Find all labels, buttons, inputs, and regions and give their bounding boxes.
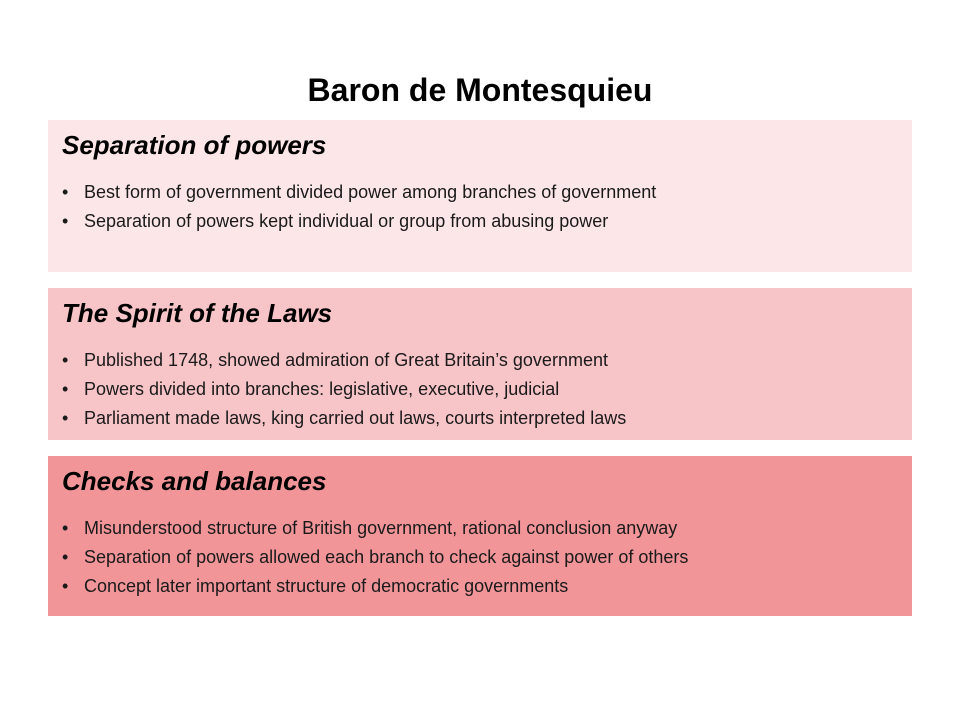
bullet-item	[62, 178, 898, 207]
bullet-text: Concept later important structure of democratic governments	[84, 576, 569, 596]
bullet-icon: •	[62, 408, 69, 428]
section-heading: The Spirit of the Laws	[62, 298, 333, 328]
section-heading: Separation of powers	[62, 130, 327, 160]
bullet-text: Separation of powers allowed each branch to check against power of others	[84, 547, 689, 567]
bullet-text: Separation of powers kept individual or group from abusing power	[84, 211, 609, 231]
bullet-icon: •	[62, 576, 69, 596]
section-checks-and-balances	[48, 456, 912, 616]
bullet-item	[62, 404, 898, 433]
bullet-item	[62, 375, 898, 404]
bullet-icon: •	[62, 379, 69, 399]
bullet-icon: •	[62, 182, 69, 202]
bullet-icon: •	[62, 211, 69, 231]
bullet-list	[62, 514, 898, 601]
bullet-icon: •	[62, 518, 69, 538]
section-separation-of-powers	[48, 120, 912, 272]
bullet-list	[62, 178, 898, 236]
bullet-item	[62, 543, 898, 572]
bullet-icon: •	[62, 547, 69, 567]
bullet-list	[62, 346, 898, 433]
bullet-text: Published 1748, showed admiration of Great Britain’s government	[84, 350, 608, 370]
section-spirit-of-the-laws	[48, 288, 912, 440]
bullet-text: Parliament made laws, king carried out laws, courts interpreted laws	[84, 408, 627, 428]
bullet-text: Best form of government divided power among branches of government	[84, 182, 657, 202]
bullet-text: Powers divided into branches: legislative, executive, judicial	[84, 379, 560, 399]
bullet-icon: •	[62, 350, 69, 370]
bullet-item	[62, 514, 898, 543]
section-heading: Checks and balances	[62, 466, 327, 496]
bullet-item	[62, 207, 898, 236]
slide-title: Baron de Montesquieu	[307, 72, 653, 108]
bullet-text: Misunderstood structure of British government, rational conclusion anyway	[84, 518, 678, 538]
bullet-item	[62, 572, 898, 601]
bullet-item	[62, 346, 898, 375]
